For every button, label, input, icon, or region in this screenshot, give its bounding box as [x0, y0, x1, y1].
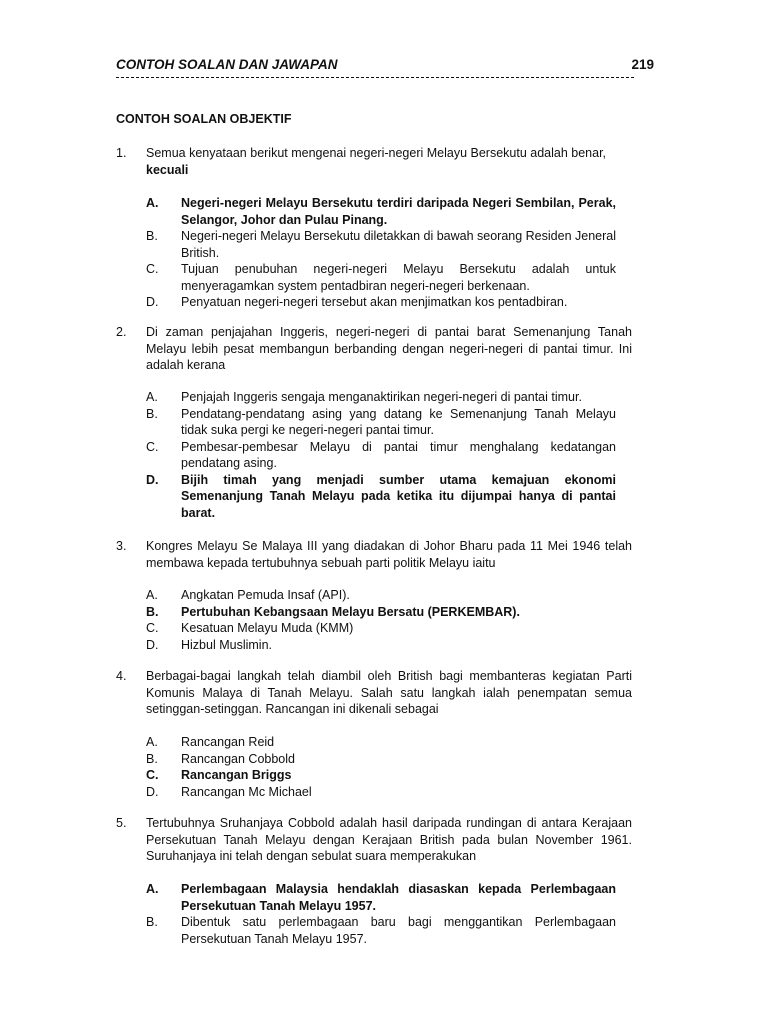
option-letter: D. — [146, 637, 159, 652]
option-d — [146, 637, 616, 654]
option-text: Perlembagaan Malaysia hendaklah diasaskan kepada Perlembagaan Persekutuan Tanah Melayu 1957. — [181, 882, 616, 913]
option-letter: B. — [146, 751, 158, 766]
option-letter: C. — [146, 768, 159, 782]
option-text: Negeri-negeri Melayu Bersekutu terdiri daripada Negeri Sembilan, Perak, Selangor, Johor dan Pulau Pinang. — [181, 196, 616, 227]
option-text: Hizbul Muslimin. — [181, 637, 272, 652]
question-text — [146, 145, 632, 178]
option-letter: D. — [146, 472, 159, 487]
option-list — [146, 881, 616, 947]
option-text: Dibentuk satu perlembagaan baru bagi menggantikan Perlembagaan Persekutuan Tanah Melayu 1957. — [181, 915, 616, 946]
option-text: Penjajah Inggeris sengaja menganaktirikan negeri-negeri di pantai timur. — [181, 390, 582, 404]
option-b — [146, 228, 616, 261]
option-d — [146, 294, 616, 311]
option-c — [146, 439, 616, 472]
option-letter: B. — [146, 604, 159, 619]
option-b — [146, 751, 616, 768]
question-text: Kongres Melayu Se Malaya III yang diadakan di Johor Bharu pada 11 Mei 1946 telah membawa kepada tertubuhnya sebuah parti politik Melayu iaitu — [146, 539, 632, 570]
option-c-correct — [146, 767, 616, 784]
question-number: 2. — [116, 325, 127, 339]
question-text: Tertubuhnya Sruhanjaya Cobbold adalah hasil daripada rundingan di antara Kerajaan Persekutuan Tanah Melayu dengan Kerajaan British pada bulan November 1961. Suruhanjaya ini telah dengan sebulat suara memperakukan — [146, 816, 632, 863]
option-text: Tujuan penubuhan negeri-negeri Melayu Bersekutu adalah untuk menyeragamkan system pentadbiran negeri-negeri berkenaan. — [181, 262, 616, 293]
option-a — [146, 389, 616, 406]
running-title: CONTOH SOALAN DAN JAWAPAN — [116, 57, 338, 72]
section-heading: CONTOH SOALAN OBJEKTIF — [116, 112, 292, 126]
option-c — [146, 261, 616, 294]
option-text: Penyatuan negeri-negeri tersebut akan menjimatkan kos pentadbiran. — [181, 295, 568, 309]
option-text: Rancangan Briggs — [181, 768, 292, 782]
option-list — [146, 389, 616, 521]
option-b-correct — [146, 604, 616, 621]
header-divider — [116, 77, 634, 78]
option-b — [146, 914, 616, 947]
option-letter: A. — [146, 735, 158, 749]
option-list — [146, 734, 616, 800]
option-text: Rancangan Reid — [181, 735, 275, 749]
option-list — [146, 587, 616, 653]
option-text: Rancangan Cobbold — [181, 751, 295, 766]
question-text: Di zaman penjajahan Inggeris, negeri-negeri di pantai barat Semenanjung Tanah Melayu lebih pesat membangun berbanding dengan negeri-negeri di pantai timur. Ini adalah kerana — [146, 325, 632, 372]
question-text: Berbagai-bagai langkah telah diambil oleh British bagi membanteras kegiatan Parti Komunis Malaya di Tanah Melayu. Salah satu langkah ialah penempatan semua setinggan-setinggan. Rancangan ini dikenali sebagai — [146, 669, 632, 716]
question-emphasis: kecuali — [146, 162, 189, 177]
option-letter: A. — [146, 588, 158, 602]
question-number: 1. — [116, 146, 127, 160]
option-letter: B. — [146, 915, 158, 929]
page-number: 219 — [631, 57, 654, 72]
option-letter: A. — [146, 882, 159, 896]
option-text: Bijih timah yang menjadi sumber utama kemajuan ekonomi Semenanjung Tanah Melayu pada ketika itu dijumpai hanya di pantai barat. — [181, 472, 616, 520]
option-letter: A. — [146, 196, 159, 210]
option-letter: B. — [146, 229, 158, 243]
option-text: Rancangan Mc Michael — [181, 784, 312, 799]
option-text: Negeri-negeri Melayu Bersekutu diletakkan di bawah seorang Residen Jeneral British. — [181, 229, 616, 260]
option-a — [146, 734, 616, 751]
option-letter: D. — [146, 784, 159, 799]
option-letter: B. — [146, 406, 158, 421]
running-header — [116, 57, 654, 75]
option-a-correct — [146, 881, 616, 914]
option-text: Pertubuhan Kebangsaan Melayu Bersatu (PERKEMBAR). — [181, 604, 520, 619]
option-text: Pembesar-pembesar Melayu di pantai timur menghalang kedatangan pendatang asing. — [181, 439, 616, 470]
option-d — [146, 784, 616, 801]
option-d-correct — [146, 472, 616, 522]
option-text: Kesatuan Melayu Muda (KMM) — [181, 621, 354, 635]
option-text: Pendatang-pendatang asing yang datang ke Semenanjung Tanah Melayu tidak suka pergi ke negeri-negeri pantai timur. — [181, 406, 616, 437]
option-letter: C. — [146, 621, 159, 635]
option-letter: C. — [146, 439, 159, 454]
option-letter: A. — [146, 390, 158, 404]
option-a — [146, 587, 616, 604]
option-letter: D. — [146, 295, 159, 309]
option-list — [146, 195, 616, 311]
question-stem: Semua kenyataan berikut mengenai negeri-negeri Melayu Bersekutu adalah benar, — [146, 146, 607, 160]
option-b — [146, 406, 616, 439]
question-number: 3. — [116, 539, 127, 553]
option-a-correct — [146, 195, 616, 228]
question-number: 5. — [116, 816, 127, 830]
option-text: Angkatan Pemuda Insaf (API). — [181, 588, 350, 602]
option-c — [146, 620, 616, 637]
option-letter: C. — [146, 262, 159, 276]
question-number: 4. — [116, 669, 127, 683]
